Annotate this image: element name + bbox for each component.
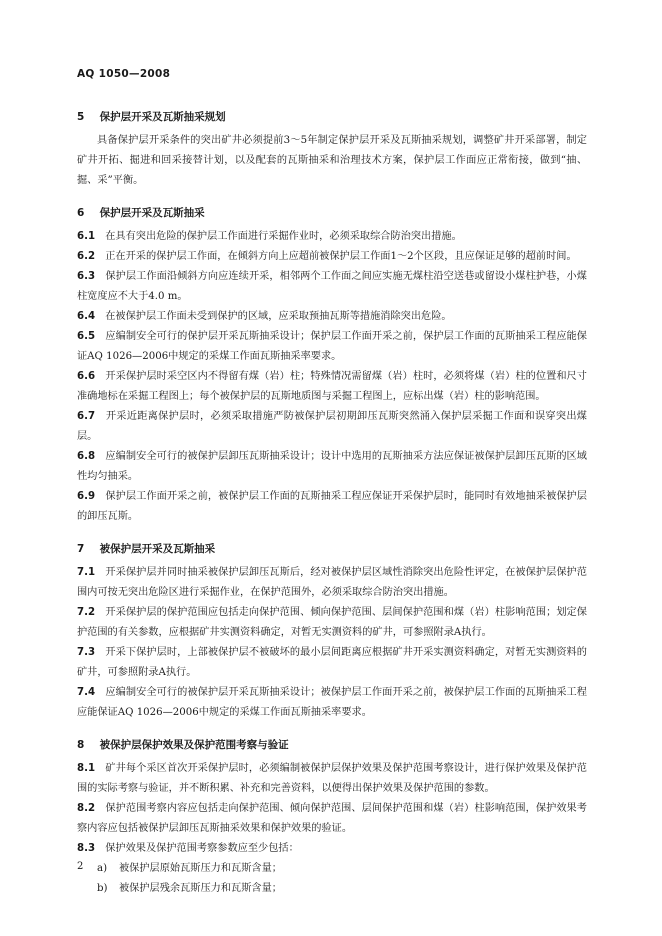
clause-text: 矿井每个采区首次开采保护层时，必须编制被保护层保护效果及保护范围考察设计，进行保护效果及保护范围的实际考察与验证，并不断积累、补充和完善资料，以便得出保护效果及保护范围的参数。 bbox=[77, 763, 587, 794]
clause-text: 保护效果及保护范围考察参数应至少包括： bbox=[105, 843, 299, 854]
clause-number: 6.1 bbox=[77, 231, 96, 242]
clause-text: 应编制安全可行的被保护层卸压瓦斯抽采设计；设计中选用的瓦斯抽采方法应保证被保护层卸压瓦斯的区域性均匀抽采。 bbox=[77, 451, 587, 482]
clause-number: 6.2 bbox=[77, 251, 96, 262]
clause-number: 6.9 bbox=[77, 491, 96, 502]
section-title: 被保护层保护效果及保护范围考察与验证 bbox=[99, 739, 289, 751]
clause-6-6 bbox=[77, 367, 587, 407]
clause-6-4 bbox=[77, 307, 587, 327]
clause-7-4 bbox=[77, 683, 587, 723]
clause-number: 7.1 bbox=[77, 567, 96, 578]
clause-7-2 bbox=[77, 603, 587, 643]
section-number: 6 bbox=[77, 207, 85, 219]
section-title: 保护层开采及瓦斯抽采 bbox=[99, 207, 205, 219]
clause-6-7 bbox=[77, 407, 587, 447]
clause-text: 开采近距离保护层时，必须采取措施严防被保护层初期卸压瓦斯突然涌入保护层采掘工作面和误穿突出煤层。 bbox=[77, 411, 587, 442]
list-item-text: 被保护层原始瓦斯压力和瓦斯含量； bbox=[119, 863, 282, 874]
clause-number: 8.2 bbox=[77, 803, 96, 814]
section-title: 被保护层开采及瓦斯抽采 bbox=[99, 543, 216, 555]
section-6-heading bbox=[77, 199, 587, 227]
clause-number: 7.2 bbox=[77, 607, 96, 618]
list-item-text: 被保护层残余瓦斯压力和瓦斯含量； bbox=[119, 883, 282, 894]
clause-number: 6.5 bbox=[77, 331, 96, 342]
list-item-b bbox=[77, 879, 587, 899]
clause-text: 正在开采的保护层工作面，在倾斜方向上应超前被保护层工作面1～2个区段，且应保证足够的超前时间。 bbox=[105, 251, 577, 262]
clause-text: 保护层工作面沿倾斜方向应连续开采，相邻两个工作面之间应实施无煤柱沿空送巷或留设小煤柱护巷，小煤柱宽度应不大于4.0 m。 bbox=[77, 271, 587, 302]
section-title: 保护层开采及瓦斯抽采规划 bbox=[99, 111, 226, 123]
clause-number: 8.3 bbox=[77, 843, 96, 854]
clause-text: 开采下保护层时，上部被保护层不被破坏的最小层间距离应根据矿井开采实测资料确定，对暂无实测资料的矿井，可参照附录A执行。 bbox=[77, 647, 587, 678]
clause-6-2 bbox=[77, 247, 587, 267]
clause-number: 8.1 bbox=[77, 763, 96, 774]
clause-number: 6.8 bbox=[77, 451, 96, 462]
clause-text: 应编制安全可行的被保护层开采瓦斯抽采设计；被保护层工作面开采之前，被保护层工作面的瓦斯抽采工程应能保证AQ 1026—2006中规定的采煤工作面瓦斯抽采率要求。 bbox=[77, 687, 587, 718]
page-number: 2 bbox=[77, 861, 84, 872]
list-marker: a) bbox=[97, 863, 108, 874]
clause-number: 7.4 bbox=[77, 687, 96, 698]
section-7-heading bbox=[77, 535, 587, 563]
section-number: 5 bbox=[77, 111, 85, 123]
clause-number: 6.6 bbox=[77, 371, 96, 382]
section-number: 8 bbox=[77, 739, 85, 751]
list-marker: b) bbox=[97, 883, 108, 894]
list-item-a bbox=[77, 859, 587, 879]
clause-number: 6.4 bbox=[77, 311, 96, 322]
clause-7-1 bbox=[77, 563, 587, 603]
clause-6-9 bbox=[77, 487, 587, 527]
clause-8-1 bbox=[77, 759, 587, 799]
clause-text: 在被保护层工作面未受到保护的区域，应采取预抽瓦斯等措施消除突出危险。 bbox=[105, 311, 452, 322]
clause-text: 开采保护层的保护范围应包括走向保护范围、倾向保护范围、层间保护范围和煤（岩）柱影响范围；划定保护范围的有关参数，应根据矿井实测资料确定，对暂无实测资料的矿井，可参照附录A执行。 bbox=[77, 607, 587, 638]
section-5-paragraph: 具备保护层开采条件的突出矿井必须提前3～5年制定保护层开采及瓦斯抽采规划，调整矿井开采部署，制定矿井开拓、掘进和回采接替计划，以及配套的瓦斯抽采和治理技术方案，保护层工作面应正常衔接，做到“抽、掘、采”平衡。 bbox=[77, 135, 587, 186]
clause-number: 6.3 bbox=[77, 271, 96, 282]
clause-8-2 bbox=[77, 799, 587, 839]
clause-8-3 bbox=[77, 839, 587, 859]
clause-6-5 bbox=[77, 327, 587, 367]
clause-6-3 bbox=[77, 267, 587, 307]
section-number: 7 bbox=[77, 543, 85, 555]
clause-text: 在具有突出危险的保护层工作面进行采掘作业时，必须采取综合防治突出措施。 bbox=[105, 231, 462, 242]
clause-text: 保护层工作面开采之前，被保护层工作面的瓦斯抽采工程应保证开采保护层时，能同时有效地抽采被保护层的卸压瓦斯。 bbox=[77, 491, 587, 522]
clause-text: 开采保护层时采空区内不得留有煤（岩）柱；特殊情况需留煤（岩）柱时，必须将煤（岩）柱的位置和尺寸准确地标在采掘工程图上；每个被保护层的瓦斯地质图与采掘工程图上，应标出煤（岩）柱的影响范围。 bbox=[77, 371, 587, 402]
standard-code-header: AQ 1050—2008 bbox=[77, 68, 171, 80]
section-8-heading bbox=[77, 731, 587, 759]
clause-text: 开采保护层并同时抽采被保护层卸压瓦斯后，经对被保护层区域性消除突出危险性评定，在被保护层保护范围内可按无突出危险区进行采掘作业，在保护范围外，必须采取综合防治突出措施。 bbox=[77, 567, 587, 598]
clause-6-8 bbox=[77, 447, 587, 487]
page-content bbox=[77, 103, 587, 899]
clause-number: 7.3 bbox=[77, 647, 96, 658]
clause-text: 保护范围考察内容应包括走向保护范围、倾向保护范围、层间保护范围和煤（岩）柱影响范围，保护效果考察内容应包括被保护层卸压瓦斯抽采效果和保护效果的验证。 bbox=[77, 803, 587, 834]
clause-text: 应编制安全可行的保护层开采瓦斯抽采设计；保护层工作面开采之前，保护层工作面的瓦斯抽采工程应能保证AQ 1026—2006中规定的采煤工作面瓦斯抽采率要求。 bbox=[77, 331, 587, 362]
clause-7-3 bbox=[77, 643, 587, 683]
section-5-heading bbox=[77, 103, 587, 131]
clause-6-1 bbox=[77, 227, 587, 247]
clause-number: 6.7 bbox=[77, 411, 96, 422]
